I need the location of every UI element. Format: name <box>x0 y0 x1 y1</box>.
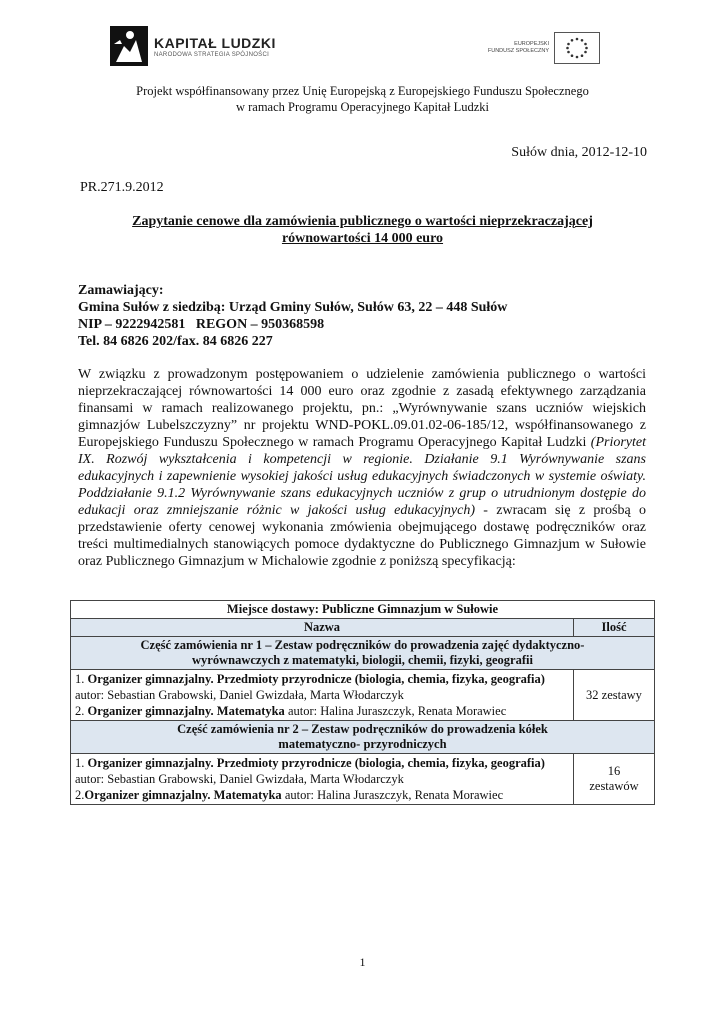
body-paragraph <box>78 366 646 570</box>
part2-item2-title: Organizer gimnazjalny. Matematyka <box>84 788 282 802</box>
kapital-ludzki-logo <box>110 26 276 66</box>
buyer-label: Zamawiający: <box>78 283 164 298</box>
column-header-qty: Ilość <box>574 619 655 637</box>
buyer-tax-ids: NIP – 9222942581 REGON – 950368598 <box>78 317 325 332</box>
part1-quantity: 32 zestawy <box>574 670 655 721</box>
table-row <box>71 754 655 805</box>
part2-quantity-unit: zestawów <box>589 779 639 793</box>
part1-heading: Część zamówienia nr 1 – Zestaw podręczników do prowadzenia zajęć dydaktyczno-wyrównawczych z matematyki, biologii, chemii, fizyki, geografii <box>71 637 655 670</box>
part2-item1-author: autor: Sebastian Grabowski, Daniel Gwizdała, Marta Włodarczyk <box>75 772 404 786</box>
project-funding-note <box>60 83 665 115</box>
table-header-row <box>71 619 655 637</box>
part2-heading: Część zamówienia nr 2 – Zestaw podręczników do prowadzenia kółek matematyczno- przyrodniczych <box>71 721 655 754</box>
table-row <box>71 601 655 619</box>
table-row <box>71 670 655 721</box>
title-line-2: równowartości 14 000 euro <box>281 231 444 246</box>
buyer-phone: Tel. 84 6826 202/fax. 84 6826 227 <box>78 334 273 349</box>
part1-item2-num: 2. <box>75 704 88 718</box>
body-part-1: W związku z prowadzonym postępowaniem o udzielenie zamówienia publicznego o wartości nieprzekraczającej równowartości 14 000 euro oraz zgodnie z zasadą efektywnego zarządzania finansami w ramach realizowanego projektu, pn.: „Wyrównywanie szans uczniów wiejskich gimnazjów Lubelszczyzny” nr projektu WND-POKL.09.01.02-06-185/12, współfinansowanego z Europejskiego Funduszu Społecznego w ramach Programu Operacyjnego Kapitał Ludzki <box>78 367 646 450</box>
buyer-address: Gmina Sułów z siedzibą: Urząd Gminy Sułów, Sułów 63, 22 – 448 Sułów <box>78 300 508 315</box>
part2-quantity-number: 16 <box>607 764 621 778</box>
buyer-info <box>78 282 507 350</box>
document-title <box>80 213 645 247</box>
part2-items <box>71 754 574 805</box>
part1-item1-title: Organizer gimnazjalny. Przedmioty przyrodnicze (biologia, chemia, fizyka, geografia) <box>87 672 545 686</box>
eu-logo-line2: FUNDUSZ SPOŁECZNY <box>487 48 549 54</box>
eu-fund-logo <box>488 32 600 64</box>
document-date: Sułów dnia, 2012-12-10 <box>511 145 647 160</box>
part2-item1-title: Organizer gimnazjalny. Przedmioty przyrodnicze (biologia, chemia, fizyka, geografia) <box>87 756 545 770</box>
part2-item2-num: 2. <box>75 788 85 802</box>
part1-items <box>71 670 574 721</box>
project-line-1: Projekt współfinansowany przez Unię Europejską z Europejskiego Funduszu Społecznego <box>136 84 589 98</box>
table-row <box>71 721 655 754</box>
kapital-ludzki-emblem-icon <box>110 26 148 66</box>
eu-logo-line1: EUROPEJSKI <box>514 41 549 47</box>
specification-table <box>70 600 655 805</box>
title-line-1: Zapytanie cenowe dla zamówienia publicznego o wartości nieprzekraczającej <box>132 214 593 229</box>
part1-item2-author: autor: Halina Juraszczyk, Renata Morawiec <box>284 704 507 718</box>
reference-number: PR.271.9.2012 <box>80 180 164 195</box>
part2-quantity <box>574 754 655 805</box>
project-line-2: w ramach Programu Operacyjnego Kapitał Ludzki <box>235 100 490 114</box>
column-header-name: Nazwa <box>71 619 574 637</box>
logo-subtitle: NARODOWA STRATEGIA SPÓJNOŚCI <box>154 51 270 58</box>
body-part-2-italic: (Priorytet IX. Rozwój wykształcenia i kompetencji w regionie. Działanie 9.1 Wyrównywanie szans edukacyjnych i zapewnienie wysokiej jakości usług edukacyjnych świadczonych w systemie oświaty. Poddziałanie 9.1.2 Wyrównywanie szans edukacyjnych uczniów z grup o utrudnionym dostępie do edukacji oraz zmniejszanie różnic w jakości usług edukacyjnych) <box>78 435 646 518</box>
document-header <box>110 22 600 74</box>
page-number: 1 <box>359 955 366 969</box>
part1-item1-num: 1. <box>75 672 88 686</box>
part1-item2-title: Organizer gimnazjalny. Matematyka <box>87 704 285 718</box>
part1-item1-author: autor: Sebastian Grabowski, Daniel Gwizdała, Marta Włodarczyk <box>75 688 404 702</box>
delivery-place: Miejsce dostawy: Publiczne Gimnazjum w Sułowie <box>71 601 655 619</box>
part2-item1-num: 1. <box>75 756 88 770</box>
table-row <box>71 637 655 670</box>
part2-item2-author: autor: Halina Juraszczyk, Renata Morawiec <box>281 788 504 802</box>
eu-flag-icon <box>554 32 600 64</box>
body-part-3: - zwracam się z prośbą o przedstawienie oferty cenowej wykonania zmówienia obejmującego dostawę podręczników oraz treści multimedialnych stanowiących pomoce dydaktyczne do Publicznego Gimnazjum w Sułowie oraz Publicznego Gimnazjum w Michalowie zgodnie z poniższą specyfikacją: <box>78 503 646 569</box>
logo-title: KAPITAŁ LUDZKI <box>154 34 276 51</box>
